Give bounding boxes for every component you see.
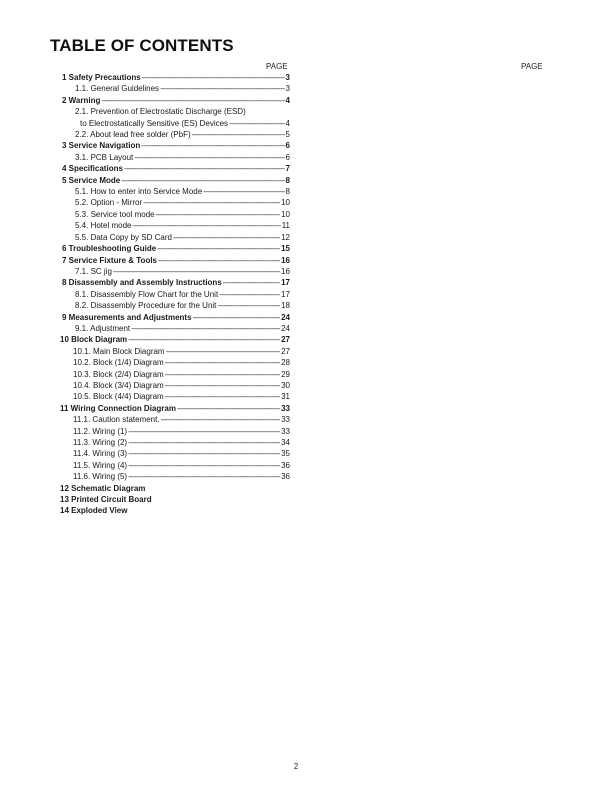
toc-entry-title: 5.3. Service tool mode xyxy=(75,209,155,219)
toc-entry-title: 10.5. Block (4/4) Diagram xyxy=(73,392,164,402)
toc-entry-page: 36 xyxy=(281,460,290,470)
toc-entry-title: 2 Warning xyxy=(62,95,101,105)
toc-entry-page: 10 xyxy=(281,209,290,219)
toc-entry-title: 10.2. Block (1/4) Diagram xyxy=(73,358,164,368)
toc-entry-page: 10 xyxy=(281,198,290,208)
toc-section-entry[interactable] xyxy=(60,255,290,266)
toc-entry-page: 30 xyxy=(281,380,290,390)
toc-subsection-entry[interactable] xyxy=(60,380,290,391)
toc-entry-page: 28 xyxy=(281,358,290,368)
toc-entry-page: 35 xyxy=(281,449,290,459)
toc-entry-page: 4 xyxy=(285,95,290,105)
toc-subsection-entry[interactable] xyxy=(60,197,290,208)
toc-section-entry[interactable] xyxy=(60,494,290,505)
toc-dot-leader xyxy=(160,83,284,94)
toc-section-entry[interactable] xyxy=(60,163,290,174)
toc-entry-page: 33 xyxy=(281,403,290,413)
toc-entry-page: 8 xyxy=(285,187,290,197)
toc-dot-leader xyxy=(156,209,280,220)
toc-entry-title: 14 Exploded View xyxy=(60,506,128,516)
toc-entry-title: 10.1. Main Block Diagram xyxy=(73,346,165,356)
toc-entry-title: 1 Safety Precautions xyxy=(62,73,141,82)
toc-subsection-entry[interactable] xyxy=(60,266,290,277)
toc-dot-leader xyxy=(166,346,281,357)
toc-entry-page: 5 xyxy=(285,130,290,140)
toc-dot-leader xyxy=(217,300,280,311)
toc-entry-title: 10.3. Block (2/4) Diagram xyxy=(73,369,164,379)
toc-subsection-entry[interactable] xyxy=(60,346,290,357)
toc-entry-page: 3 xyxy=(285,84,290,94)
toc-entry-page: 33 xyxy=(281,426,290,436)
toc-entry-continuation[interactable] xyxy=(60,118,290,129)
toc-subsection-entry[interactable] xyxy=(60,289,290,300)
toc-dot-leader xyxy=(143,197,280,208)
toc-section-entry[interactable] xyxy=(60,95,290,106)
toc-entry-title: 11.1. Caution statement. xyxy=(73,415,160,425)
toc-section-entry[interactable] xyxy=(60,243,290,254)
toc-subsection-entry[interactable] xyxy=(60,300,290,311)
page-title: TABLE OF CONTENTS xyxy=(50,36,234,55)
toc-entry-title: 11 Wiring Connection Diagram xyxy=(60,403,176,413)
toc-entry-title: 8 Disassembly and Assembly Instructions xyxy=(62,278,222,288)
toc-entry-page: 31 xyxy=(281,392,290,402)
toc-section-entry[interactable] xyxy=(60,140,290,151)
toc-entry-page: 27 xyxy=(281,346,290,356)
toc-dot-leader xyxy=(121,175,284,186)
toc-section-entry[interactable] xyxy=(60,403,290,414)
toc-entry-title: 1.1. General Guidelines xyxy=(75,84,160,94)
toc-section-entry[interactable] xyxy=(60,277,290,288)
toc-dot-leader xyxy=(128,437,280,448)
toc-entry-title: 9.1. Adjustment xyxy=(75,323,131,333)
toc-entry-title: to Electrostatically Sensitive (ES) Devices xyxy=(80,118,229,128)
toc-entry-page: 11 xyxy=(281,221,290,231)
toc-entry-title: 10.4. Block (3/4) Diagram xyxy=(73,380,164,390)
page-column-header-left: PAGE xyxy=(266,62,288,71)
toc-entry-page: 27 xyxy=(281,335,290,345)
toc-dot-leader xyxy=(193,312,281,323)
page-number: 2 xyxy=(293,762,299,771)
toc-dot-leader xyxy=(113,266,280,277)
toc-subsection-entry[interactable] xyxy=(60,471,290,482)
toc-section-entry[interactable] xyxy=(60,334,290,345)
toc-entry-page: 33 xyxy=(281,415,290,425)
toc-section-entry[interactable] xyxy=(60,483,290,494)
toc-entry-page: 17 xyxy=(281,278,290,288)
toc-entry-page: 16 xyxy=(281,266,290,276)
toc-subsection-entry[interactable] xyxy=(60,106,290,117)
toc-dot-leader xyxy=(219,289,280,300)
toc-entry-title: 11.3. Wiring (2) xyxy=(73,438,128,447)
toc-dot-leader xyxy=(124,163,285,174)
toc-subsection-entry[interactable] xyxy=(60,129,290,140)
toc-entry-title: 7 Service Fixture & Tools xyxy=(62,255,157,265)
toc-dot-leader xyxy=(165,391,280,402)
toc-dot-leader xyxy=(128,426,280,437)
toc-dot-leader xyxy=(132,220,280,231)
toc-entry-title: 5.2. Option - Mirror xyxy=(75,198,143,208)
toc-dot-leader xyxy=(131,323,280,334)
toc-subsection-entry[interactable] xyxy=(60,448,290,459)
toc-entry-page: 17 xyxy=(281,289,290,299)
toc-section-entry[interactable] xyxy=(60,312,290,323)
toc-subsection-entry[interactable] xyxy=(60,437,290,448)
toc-entry-title: 8.2. Disassembly Procedure for the Unit xyxy=(75,301,217,311)
page-footer xyxy=(0,762,612,771)
toc-entry-title: 5.1. How to enter into Service Mode xyxy=(75,187,203,197)
toc-entry-page: 6 xyxy=(285,141,290,151)
toc-entry-page: 6 xyxy=(285,152,290,162)
toc-subsection-entry[interactable] xyxy=(60,323,290,334)
toc-entry-title: 12 Schematic Diagram xyxy=(60,483,146,493)
toc-dot-leader xyxy=(229,118,284,129)
toc-subsection-entry[interactable] xyxy=(60,357,290,368)
toc-dot-leader xyxy=(158,255,280,266)
toc-dot-leader xyxy=(161,414,281,425)
toc-entry-page: 4 xyxy=(285,118,290,128)
toc-dot-leader xyxy=(101,95,284,106)
toc-subsection-entry[interactable] xyxy=(60,186,290,197)
table-of-contents xyxy=(60,72,290,517)
toc-entry-title: 11.5. Wiring (4) xyxy=(73,460,128,470)
toc-dot-leader xyxy=(157,243,280,254)
toc-dot-leader xyxy=(134,152,284,163)
toc-dot-leader xyxy=(165,380,280,391)
toc-entry-title: 13 Printed Circuit Board xyxy=(60,495,152,505)
toc-entry-page: 24 xyxy=(281,323,290,333)
toc-entry-title: 11.2. Wiring (1) xyxy=(73,426,128,436)
toc-dot-leader xyxy=(173,232,280,243)
toc-entry-title: 8.1. Disassembly Flow Chart for the Unit xyxy=(75,289,219,299)
toc-subsection-entry[interactable] xyxy=(60,152,290,163)
toc-dot-leader xyxy=(128,460,280,471)
toc-entry-page: 12 xyxy=(281,232,290,242)
page-column-header-right: PAGE xyxy=(521,62,543,71)
toc-dot-leader xyxy=(203,186,284,197)
toc-entry-title: 2.1. Prevention of Electrostatic Discharge (ESD) xyxy=(75,107,246,117)
toc-dot-leader xyxy=(177,403,280,414)
toc-entry-title: 5.5. Data Copy by SD Card xyxy=(75,232,172,242)
toc-dot-leader xyxy=(192,129,285,140)
toc-entry-title: 5 Service Mode xyxy=(62,175,121,185)
toc-subsection-entry[interactable] xyxy=(60,391,290,402)
toc-subsection-entry[interactable] xyxy=(60,232,290,243)
toc-subsection-entry[interactable] xyxy=(60,83,290,94)
toc-entry-page: 8 xyxy=(285,175,290,185)
toc-entry-page: 15 xyxy=(281,244,290,254)
toc-entry-title: 11.6. Wiring (5) xyxy=(73,472,128,482)
toc-entry-page: 29 xyxy=(281,369,290,379)
toc-dot-leader xyxy=(128,334,280,345)
toc-entry-title: 4 Specifications xyxy=(62,164,123,174)
toc-subsection-entry[interactable] xyxy=(60,209,290,220)
toc-entry-page: 18 xyxy=(281,301,290,311)
toc-dot-leader xyxy=(223,277,280,288)
toc-entry-page: 3 xyxy=(285,73,290,82)
toc-subsection-entry[interactable] xyxy=(60,220,290,231)
toc-entry-title: 5.4. Hotel mode xyxy=(75,221,132,231)
toc-dot-leader xyxy=(128,471,280,482)
toc-section-entry[interactable] xyxy=(60,72,290,83)
toc-section-entry[interactable] xyxy=(60,175,290,186)
toc-entry-title: 2.2. About lead free solder (PbF) xyxy=(75,130,191,140)
toc-dot-leader xyxy=(141,140,284,151)
toc-entry-page: 7 xyxy=(285,164,290,174)
toc-entry-title: 10 Block Diagram xyxy=(60,335,128,345)
toc-dot-leader xyxy=(165,357,280,368)
toc-entry-page: 34 xyxy=(281,438,290,447)
toc-subsection-entry[interactable] xyxy=(60,414,290,425)
toc-entry-title: 3 Service Navigation xyxy=(62,141,141,151)
toc-dot-leader xyxy=(142,72,285,83)
toc-entry-title: 7.1. SC jig xyxy=(75,266,112,276)
toc-entry-page: 16 xyxy=(281,255,290,265)
toc-entry-title: 6 Troubleshooting Guide xyxy=(62,244,157,254)
toc-entry-title: 9 Measurements and Adjustments xyxy=(62,312,192,322)
toc-section-entry[interactable] xyxy=(60,505,290,516)
toc-subsection-entry[interactable] xyxy=(60,460,290,471)
toc-dot-leader xyxy=(128,448,280,459)
toc-entry-title: 3.1. PCB Layout xyxy=(75,152,134,162)
toc-entry-title: 11.4. Wiring (3) xyxy=(73,449,128,459)
toc-subsection-entry[interactable] xyxy=(60,426,290,437)
toc-entry-page: 36 xyxy=(281,472,290,482)
toc-entry-page: 24 xyxy=(281,312,290,322)
toc-subsection-entry[interactable] xyxy=(60,369,290,380)
toc-dot-leader xyxy=(165,369,280,380)
